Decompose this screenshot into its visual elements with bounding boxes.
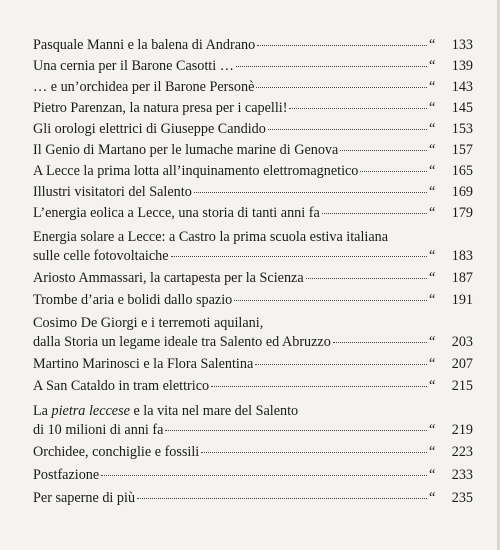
entry-page-number: 165 <box>451 163 473 179</box>
entry-page-number: 183 <box>451 248 473 264</box>
ditto-mark: “ <box>429 163 436 179</box>
entry-page-number: 203 <box>451 334 473 350</box>
entry-title: Pasquale Manni e la balena di Andrano <box>33 37 256 53</box>
entry-title: Trombe d’aria e bolidi dallo spazio <box>33 292 233 308</box>
dot-leader <box>194 191 427 193</box>
ditto-mark: “ <box>429 270 436 286</box>
toc-entry <box>33 269 473 288</box>
entry-page-number: 179 <box>451 205 473 221</box>
dot-leader <box>171 255 427 257</box>
toc-entry <box>33 314 473 352</box>
entry-title: Una cernia per il Barone Casotti … <box>33 58 234 74</box>
toc-entry <box>33 57 473 76</box>
entry-page-number: 143 <box>451 79 473 95</box>
ditto-mark: “ <box>429 334 436 350</box>
dot-leader <box>340 149 427 151</box>
dot-leader <box>101 474 427 476</box>
entry-title: Martino Marinosci e la Flora Salentina <box>33 356 254 372</box>
entry-page-number: 145 <box>451 100 473 116</box>
toc-entry <box>33 78 473 97</box>
toc-entry <box>33 120 473 139</box>
entry-page-number: 139 <box>451 58 473 74</box>
toc-entry <box>33 466 473 485</box>
entry-page-number: 153 <box>451 121 473 137</box>
dot-leader <box>234 299 427 301</box>
entry-title: Pietro Parenzan, la natura presa per i capelli! <box>33 100 288 116</box>
ditto-mark: “ <box>429 444 436 460</box>
toc-entry <box>33 443 473 462</box>
entry-page-number: 169 <box>451 184 473 200</box>
entry-page-number: 191 <box>451 292 473 308</box>
entry-page-number: 233 <box>451 467 473 483</box>
dot-leader <box>289 107 427 109</box>
entry-title-suffix: e la vita nel mare del Salento <box>129 403 299 419</box>
entry-title: Il Genio di Martano per le lumache marine di Genova <box>33 142 339 158</box>
toc-entry <box>33 402 473 440</box>
ditto-mark: “ <box>429 142 436 158</box>
entry-title: Ariosto Ammassari, la cartapesta per la Scienza <box>33 270 304 286</box>
dot-leader <box>137 497 427 499</box>
toc-entry <box>33 183 473 202</box>
dot-leader <box>165 429 427 431</box>
entry-page-number: 219 <box>451 422 473 438</box>
entry-title: … e un’orchidea per il Barone Personè <box>33 79 255 95</box>
entry-title-first-line: Cosimo De Giorgi e i terremoti aquilani, <box>33 315 264 331</box>
toc-entry <box>33 36 473 55</box>
entry-title: Illustri visitatori del Salento <box>33 184 192 200</box>
dot-leader <box>360 170 427 172</box>
toc-entry <box>33 204 473 223</box>
entry-title: di 10 milioni di anni fa <box>33 422 164 438</box>
entry-page-number: 223 <box>451 444 473 460</box>
ditto-mark: “ <box>429 184 436 200</box>
dot-leader <box>333 341 427 343</box>
entry-page-number: 157 <box>451 142 473 158</box>
toc-entry <box>33 99 473 118</box>
toc-entry <box>33 162 473 181</box>
ditto-mark: “ <box>429 422 436 438</box>
dot-leader <box>255 363 427 365</box>
dot-leader <box>201 451 427 453</box>
entry-page-number: 215 <box>451 378 473 394</box>
ditto-mark: “ <box>429 205 436 221</box>
entry-title-italic: pietra leccese <box>51 403 130 419</box>
ditto-mark: “ <box>429 467 436 483</box>
entry-title: Gli orologi elettrici di Giuseppe Candido <box>33 121 266 137</box>
entry-page-number: 133 <box>451 37 473 53</box>
entry-title: A San Cataldo in tram elettrico <box>33 378 210 394</box>
dot-leader <box>306 277 427 279</box>
entry-page-number: 235 <box>451 490 473 506</box>
toc-entry <box>33 355 473 374</box>
entry-title: Per saperne di più <box>33 490 136 506</box>
ditto-mark: “ <box>429 37 436 53</box>
dot-leader <box>256 86 427 88</box>
ditto-mark: “ <box>429 248 436 264</box>
ditto-mark: “ <box>429 58 436 74</box>
entry-page-number: 207 <box>451 356 473 372</box>
ditto-mark: “ <box>429 378 436 394</box>
ditto-mark: “ <box>429 100 436 116</box>
toc-entry <box>33 377 473 396</box>
entry-title: L’energia eolica a Lecce, una storia di tanti anni fa <box>33 205 320 221</box>
dot-leader <box>322 212 427 214</box>
entry-title: Orchidee, conchiglie e fossili <box>33 444 200 460</box>
dot-leader <box>211 385 427 387</box>
toc-entry <box>33 489 473 508</box>
entry-page-number: 187 <box>451 270 473 286</box>
toc-entry <box>33 291 473 310</box>
entry-title: sulle celle fotovoltaiche <box>33 248 169 264</box>
entry-title: dalla Storia un legame ideale tra Salento ed Abruzzo <box>33 334 331 350</box>
ditto-mark: “ <box>429 490 436 506</box>
ditto-mark: “ <box>429 121 436 137</box>
toc-entry <box>33 228 473 266</box>
entry-title: A Lecce la prima lotta all’inquinamento elettromagnetico <box>33 163 359 179</box>
entry-title-first-line: Energia solare a Lecce: a Castro la prima scuola estiva italiana <box>33 229 389 245</box>
entry-title-prefix: La <box>33 403 52 419</box>
ditto-mark: “ <box>429 79 436 95</box>
dot-leader <box>236 65 427 67</box>
toc-entry <box>33 141 473 160</box>
ditto-mark: “ <box>429 356 436 372</box>
ditto-mark: “ <box>429 292 436 308</box>
entry-title-first-line <box>33 402 473 421</box>
entry-title: Postfazione <box>33 467 100 483</box>
dot-leader <box>268 128 427 130</box>
dot-leader <box>257 44 427 46</box>
